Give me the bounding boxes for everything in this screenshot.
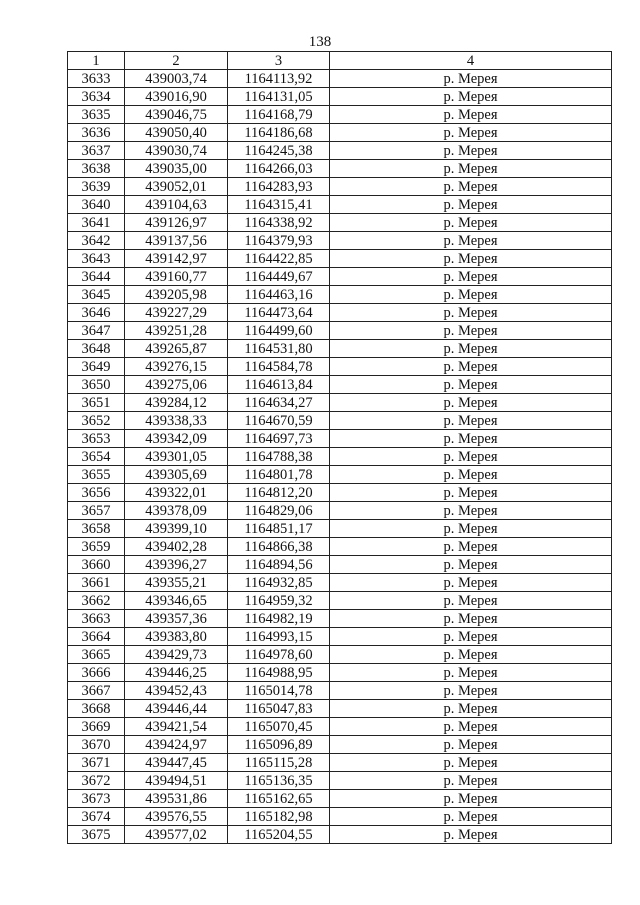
description-cell: р. Мерея	[330, 754, 612, 772]
description-cell: р. Мерея	[330, 322, 612, 340]
description-cell: р. Мерея	[330, 700, 612, 718]
y-coordinate-cell: 1164315,41	[228, 196, 330, 214]
point-number-cell: 3674	[68, 808, 125, 826]
y-coordinate-cell: 1164801,78	[228, 466, 330, 484]
point-number-cell: 3661	[68, 574, 125, 592]
point-number-cell: 3644	[68, 268, 125, 286]
y-coordinate-cell: 1164613,84	[228, 376, 330, 394]
y-coordinate-cell: 1165182,98	[228, 808, 330, 826]
x-coordinate-cell: 439402,28	[125, 538, 228, 556]
point-number-cell: 3666	[68, 664, 125, 682]
table-row	[68, 178, 612, 196]
point-number-cell: 3669	[68, 718, 125, 736]
x-coordinate-cell: 439227,29	[125, 304, 228, 322]
table-row	[68, 700, 612, 718]
point-number-cell: 3660	[68, 556, 125, 574]
y-coordinate-cell: 1164473,64	[228, 304, 330, 322]
y-coordinate-cell: 1164449,67	[228, 268, 330, 286]
y-coordinate-cell: 1164499,60	[228, 322, 330, 340]
description-cell: р. Мерея	[330, 394, 612, 412]
point-number-cell: 3667	[68, 682, 125, 700]
x-coordinate-cell: 439576,55	[125, 808, 228, 826]
page-number: 138	[308, 34, 332, 50]
table-row	[68, 502, 612, 520]
point-number-cell: 3649	[68, 358, 125, 376]
table-row	[68, 790, 612, 808]
y-coordinate-cell: 1164894,56	[228, 556, 330, 574]
table-body	[68, 70, 612, 844]
table-row	[68, 754, 612, 772]
table-row	[68, 124, 612, 142]
column-header-1: 1	[68, 52, 125, 70]
y-coordinate-cell: 1164422,85	[228, 250, 330, 268]
table-row	[68, 484, 612, 502]
point-number-cell: 3665	[68, 646, 125, 664]
y-coordinate-cell: 1164168,79	[228, 106, 330, 124]
table-row	[68, 646, 612, 664]
description-cell: р. Мерея	[330, 358, 612, 376]
y-coordinate-cell: 1164283,93	[228, 178, 330, 196]
point-number-cell: 3650	[68, 376, 125, 394]
table-header	[68, 52, 612, 70]
point-number-cell: 3634	[68, 88, 125, 106]
table-row	[68, 196, 612, 214]
x-coordinate-cell: 439003,74	[125, 70, 228, 88]
point-number-cell: 3657	[68, 502, 125, 520]
description-cell: р. Мерея	[330, 466, 612, 484]
x-coordinate-cell: 439357,36	[125, 610, 228, 628]
x-coordinate-cell: 439342,09	[125, 430, 228, 448]
x-coordinate-cell: 439346,65	[125, 592, 228, 610]
x-coordinate-cell: 439142,97	[125, 250, 228, 268]
x-coordinate-cell: 439050,40	[125, 124, 228, 142]
table-row	[68, 340, 612, 358]
description-cell: р. Мерея	[330, 484, 612, 502]
x-coordinate-cell: 439016,90	[125, 88, 228, 106]
description-cell: р. Мерея	[330, 268, 612, 286]
x-coordinate-cell: 439322,01	[125, 484, 228, 502]
description-cell: р. Мерея	[330, 304, 612, 322]
y-coordinate-cell: 1164788,38	[228, 448, 330, 466]
point-number-cell: 3640	[68, 196, 125, 214]
description-cell: р. Мерея	[330, 664, 612, 682]
x-coordinate-cell: 439446,25	[125, 664, 228, 682]
table-row	[68, 574, 612, 592]
y-coordinate-cell: 1165162,65	[228, 790, 330, 808]
table-row	[68, 808, 612, 826]
point-number-cell: 3652	[68, 412, 125, 430]
x-coordinate-cell: 439378,09	[125, 502, 228, 520]
table-row	[68, 358, 612, 376]
description-cell: р. Мерея	[330, 556, 612, 574]
description-cell: р. Мерея	[330, 538, 612, 556]
x-coordinate-cell: 439424,97	[125, 736, 228, 754]
description-cell: р. Мерея	[330, 124, 612, 142]
description-cell: р. Мерея	[330, 610, 612, 628]
x-coordinate-cell: 439275,06	[125, 376, 228, 394]
point-number-cell: 3673	[68, 790, 125, 808]
table-row	[68, 592, 612, 610]
x-coordinate-cell: 439104,63	[125, 196, 228, 214]
x-coordinate-cell: 439251,28	[125, 322, 228, 340]
y-coordinate-cell: 1164131,05	[228, 88, 330, 106]
y-coordinate-cell: 1164634,27	[228, 394, 330, 412]
table-row	[68, 376, 612, 394]
x-coordinate-cell: 439160,77	[125, 268, 228, 286]
table-row	[68, 682, 612, 700]
table-row	[68, 322, 612, 340]
table-row	[68, 232, 612, 250]
table-row	[68, 268, 612, 286]
y-coordinate-cell: 1164993,15	[228, 628, 330, 646]
point-number-cell: 3645	[68, 286, 125, 304]
column-header-4: 4	[330, 52, 612, 70]
y-coordinate-cell: 1164932,85	[228, 574, 330, 592]
point-number-cell: 3670	[68, 736, 125, 754]
y-coordinate-cell: 1165136,35	[228, 772, 330, 790]
table-row	[68, 772, 612, 790]
description-cell: р. Мерея	[330, 88, 612, 106]
x-coordinate-cell: 439126,97	[125, 214, 228, 232]
x-coordinate-cell: 439046,75	[125, 106, 228, 124]
point-number-cell: 3651	[68, 394, 125, 412]
y-coordinate-cell: 1164463,16	[228, 286, 330, 304]
point-number-cell: 3647	[68, 322, 125, 340]
point-number-cell: 3633	[68, 70, 125, 88]
point-number-cell: 3659	[68, 538, 125, 556]
y-coordinate-cell: 1164584,78	[228, 358, 330, 376]
point-number-cell: 3663	[68, 610, 125, 628]
description-cell: р. Мерея	[330, 286, 612, 304]
point-number-cell: 3637	[68, 142, 125, 160]
y-coordinate-cell: 1164186,68	[228, 124, 330, 142]
table-row	[68, 466, 612, 484]
x-coordinate-cell: 439284,12	[125, 394, 228, 412]
table-row	[68, 250, 612, 268]
y-coordinate-cell: 1164266,03	[228, 160, 330, 178]
y-coordinate-cell: 1164866,38	[228, 538, 330, 556]
description-cell: р. Мерея	[330, 214, 612, 232]
y-coordinate-cell: 1164697,73	[228, 430, 330, 448]
point-number-cell: 3643	[68, 250, 125, 268]
description-cell: р. Мерея	[330, 196, 612, 214]
x-coordinate-cell: 439447,45	[125, 754, 228, 772]
description-cell: р. Мерея	[330, 790, 612, 808]
description-cell: р. Мерея	[330, 736, 612, 754]
y-coordinate-cell: 1164982,19	[228, 610, 330, 628]
point-number-cell: 3668	[68, 700, 125, 718]
description-cell: р. Мерея	[330, 232, 612, 250]
table-row	[68, 718, 612, 736]
description-cell: р. Мерея	[330, 448, 612, 466]
x-coordinate-cell: 439494,51	[125, 772, 228, 790]
point-number-cell: 3658	[68, 520, 125, 538]
x-coordinate-cell: 439355,21	[125, 574, 228, 592]
coordinates-table	[67, 51, 612, 844]
y-coordinate-cell: 1164978,60	[228, 646, 330, 664]
point-number-cell: 3654	[68, 448, 125, 466]
y-coordinate-cell: 1165204,55	[228, 826, 330, 844]
point-number-cell: 3639	[68, 178, 125, 196]
y-coordinate-cell: 1164338,92	[228, 214, 330, 232]
x-coordinate-cell: 439383,80	[125, 628, 228, 646]
description-cell: р. Мерея	[330, 772, 612, 790]
table-row	[68, 70, 612, 88]
point-number-cell: 3664	[68, 628, 125, 646]
x-coordinate-cell: 439577,02	[125, 826, 228, 844]
header-row	[68, 52, 612, 70]
y-coordinate-cell: 1164812,20	[228, 484, 330, 502]
description-cell: р. Мерея	[330, 340, 612, 358]
x-coordinate-cell: 439305,69	[125, 466, 228, 484]
description-cell: р. Мерея	[330, 142, 612, 160]
point-number-cell: 3641	[68, 214, 125, 232]
description-cell: р. Мерея	[330, 592, 612, 610]
y-coordinate-cell: 1164988,95	[228, 664, 330, 682]
point-number-cell: 3671	[68, 754, 125, 772]
table-row	[68, 520, 612, 538]
description-cell: р. Мерея	[330, 520, 612, 538]
table-row	[68, 142, 612, 160]
table-row	[68, 394, 612, 412]
point-number-cell: 3662	[68, 592, 125, 610]
table-row	[68, 538, 612, 556]
point-number-cell: 3656	[68, 484, 125, 502]
table-row	[68, 286, 612, 304]
y-coordinate-cell: 1165014,78	[228, 682, 330, 700]
table-row	[68, 430, 612, 448]
x-coordinate-cell: 439338,33	[125, 412, 228, 430]
description-cell: р. Мерея	[330, 628, 612, 646]
y-coordinate-cell: 1164670,59	[228, 412, 330, 430]
x-coordinate-cell: 439446,44	[125, 700, 228, 718]
table-row	[68, 412, 612, 430]
description-cell: р. Мерея	[330, 70, 612, 88]
description-cell: р. Мерея	[330, 826, 612, 844]
y-coordinate-cell: 1164379,93	[228, 232, 330, 250]
x-coordinate-cell: 439421,54	[125, 718, 228, 736]
point-number-cell: 3672	[68, 772, 125, 790]
table-row	[68, 556, 612, 574]
table-row	[68, 628, 612, 646]
y-coordinate-cell: 1164829,06	[228, 502, 330, 520]
description-cell: р. Мерея	[330, 574, 612, 592]
x-coordinate-cell: 439531,86	[125, 790, 228, 808]
table-row	[68, 826, 612, 844]
x-coordinate-cell: 439052,01	[125, 178, 228, 196]
column-header-2: 2	[125, 52, 228, 70]
x-coordinate-cell: 439137,56	[125, 232, 228, 250]
y-coordinate-cell: 1165096,89	[228, 736, 330, 754]
description-cell: р. Мерея	[330, 250, 612, 268]
table-row	[68, 610, 612, 628]
y-coordinate-cell: 1164245,38	[228, 142, 330, 160]
x-coordinate-cell: 439452,43	[125, 682, 228, 700]
y-coordinate-cell: 1164851,17	[228, 520, 330, 538]
y-coordinate-cell: 1164531,80	[228, 340, 330, 358]
table-row	[68, 160, 612, 178]
x-coordinate-cell: 439429,73	[125, 646, 228, 664]
y-coordinate-cell: 1165070,45	[228, 718, 330, 736]
description-cell: р. Мерея	[330, 808, 612, 826]
point-number-cell: 3648	[68, 340, 125, 358]
point-number-cell: 3646	[68, 304, 125, 322]
description-cell: р. Мерея	[330, 502, 612, 520]
table-row	[68, 106, 612, 124]
description-cell: р. Мерея	[330, 412, 612, 430]
x-coordinate-cell: 439265,87	[125, 340, 228, 358]
description-cell: р. Мерея	[330, 160, 612, 178]
y-coordinate-cell: 1164959,32	[228, 592, 330, 610]
y-coordinate-cell: 1165047,83	[228, 700, 330, 718]
x-coordinate-cell: 439205,98	[125, 286, 228, 304]
x-coordinate-cell: 439030,74	[125, 142, 228, 160]
point-number-cell: 3675	[68, 826, 125, 844]
table-row	[68, 448, 612, 466]
x-coordinate-cell: 439301,05	[125, 448, 228, 466]
table-row	[68, 304, 612, 322]
column-header-3: 3	[228, 52, 330, 70]
point-number-cell: 3655	[68, 466, 125, 484]
description-cell: р. Мерея	[330, 106, 612, 124]
description-cell: р. Мерея	[330, 718, 612, 736]
table-row	[68, 664, 612, 682]
point-number-cell: 3636	[68, 124, 125, 142]
description-cell: р. Мерея	[330, 646, 612, 664]
x-coordinate-cell: 439396,27	[125, 556, 228, 574]
x-coordinate-cell: 439399,10	[125, 520, 228, 538]
description-cell: р. Мерея	[330, 430, 612, 448]
table-row	[68, 88, 612, 106]
point-number-cell: 3653	[68, 430, 125, 448]
y-coordinate-cell: 1164113,92	[228, 70, 330, 88]
table-row	[68, 214, 612, 232]
description-cell: р. Мерея	[330, 376, 612, 394]
table-row	[68, 736, 612, 754]
x-coordinate-cell: 439276,15	[125, 358, 228, 376]
y-coordinate-cell: 1165115,28	[228, 754, 330, 772]
point-number-cell: 3635	[68, 106, 125, 124]
point-number-cell: 3642	[68, 232, 125, 250]
x-coordinate-cell: 439035,00	[125, 160, 228, 178]
point-number-cell: 3638	[68, 160, 125, 178]
description-cell: р. Мерея	[330, 682, 612, 700]
description-cell: р. Мерея	[330, 178, 612, 196]
